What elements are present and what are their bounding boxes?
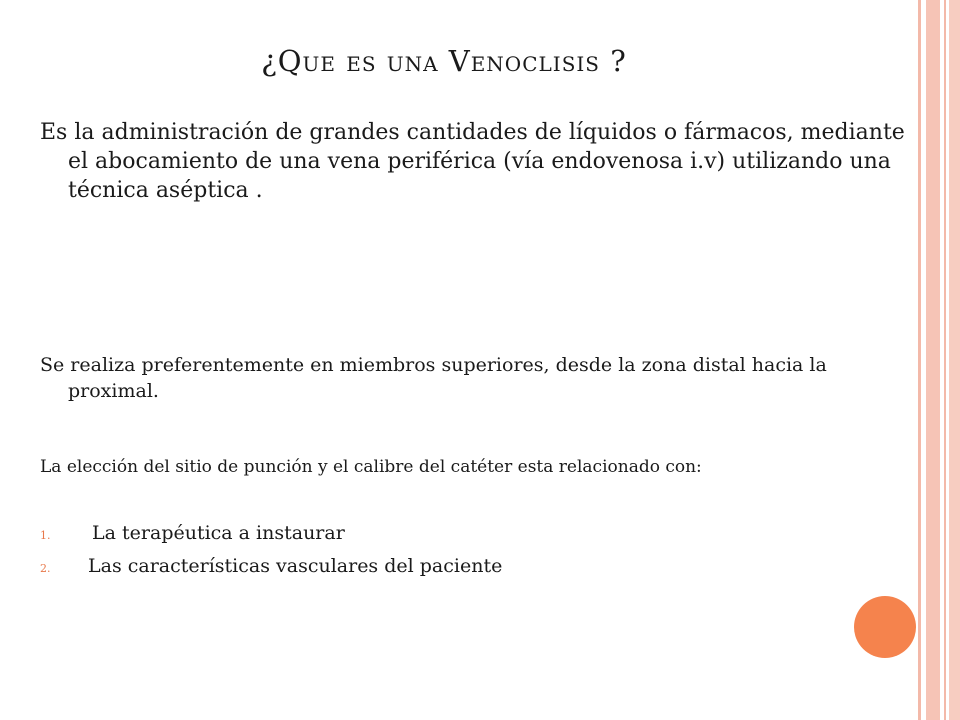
list-item <box>40 555 502 588</box>
definition-paragraph: Es la administración de grandes cantidades de líquidos o fármacos, mediante el abocamiento de una vena periférica (vía endovenosa i.v) utilizando una técnica aséptica . <box>40 120 905 203</box>
list-text: La terapéutica a instaurar <box>86 522 345 544</box>
factors-list <box>40 522 502 588</box>
decorative-stripe-right <box>944 0 946 720</box>
decorative-orange-circle <box>854 596 916 658</box>
selection-paragraph: La elección del sitio de punción y el calibre del catéter esta relacionado con: <box>40 457 702 477</box>
decorative-stripe-edge <box>949 0 960 720</box>
list-item <box>40 522 502 555</box>
decorative-stripe-left <box>918 0 921 720</box>
slide-title: ¿Que es una Venoclisis ? <box>261 44 627 78</box>
list-number: 2. <box>40 562 51 575</box>
list-text: Las características vasculares del paciente <box>88 555 503 577</box>
list-number: 1. <box>40 529 51 542</box>
decorative-stripe-main <box>926 0 940 720</box>
location-paragraph: Se realiza preferentemente en miembros superiores, desde la zona distal hacia la proximal. <box>40 354 827 402</box>
